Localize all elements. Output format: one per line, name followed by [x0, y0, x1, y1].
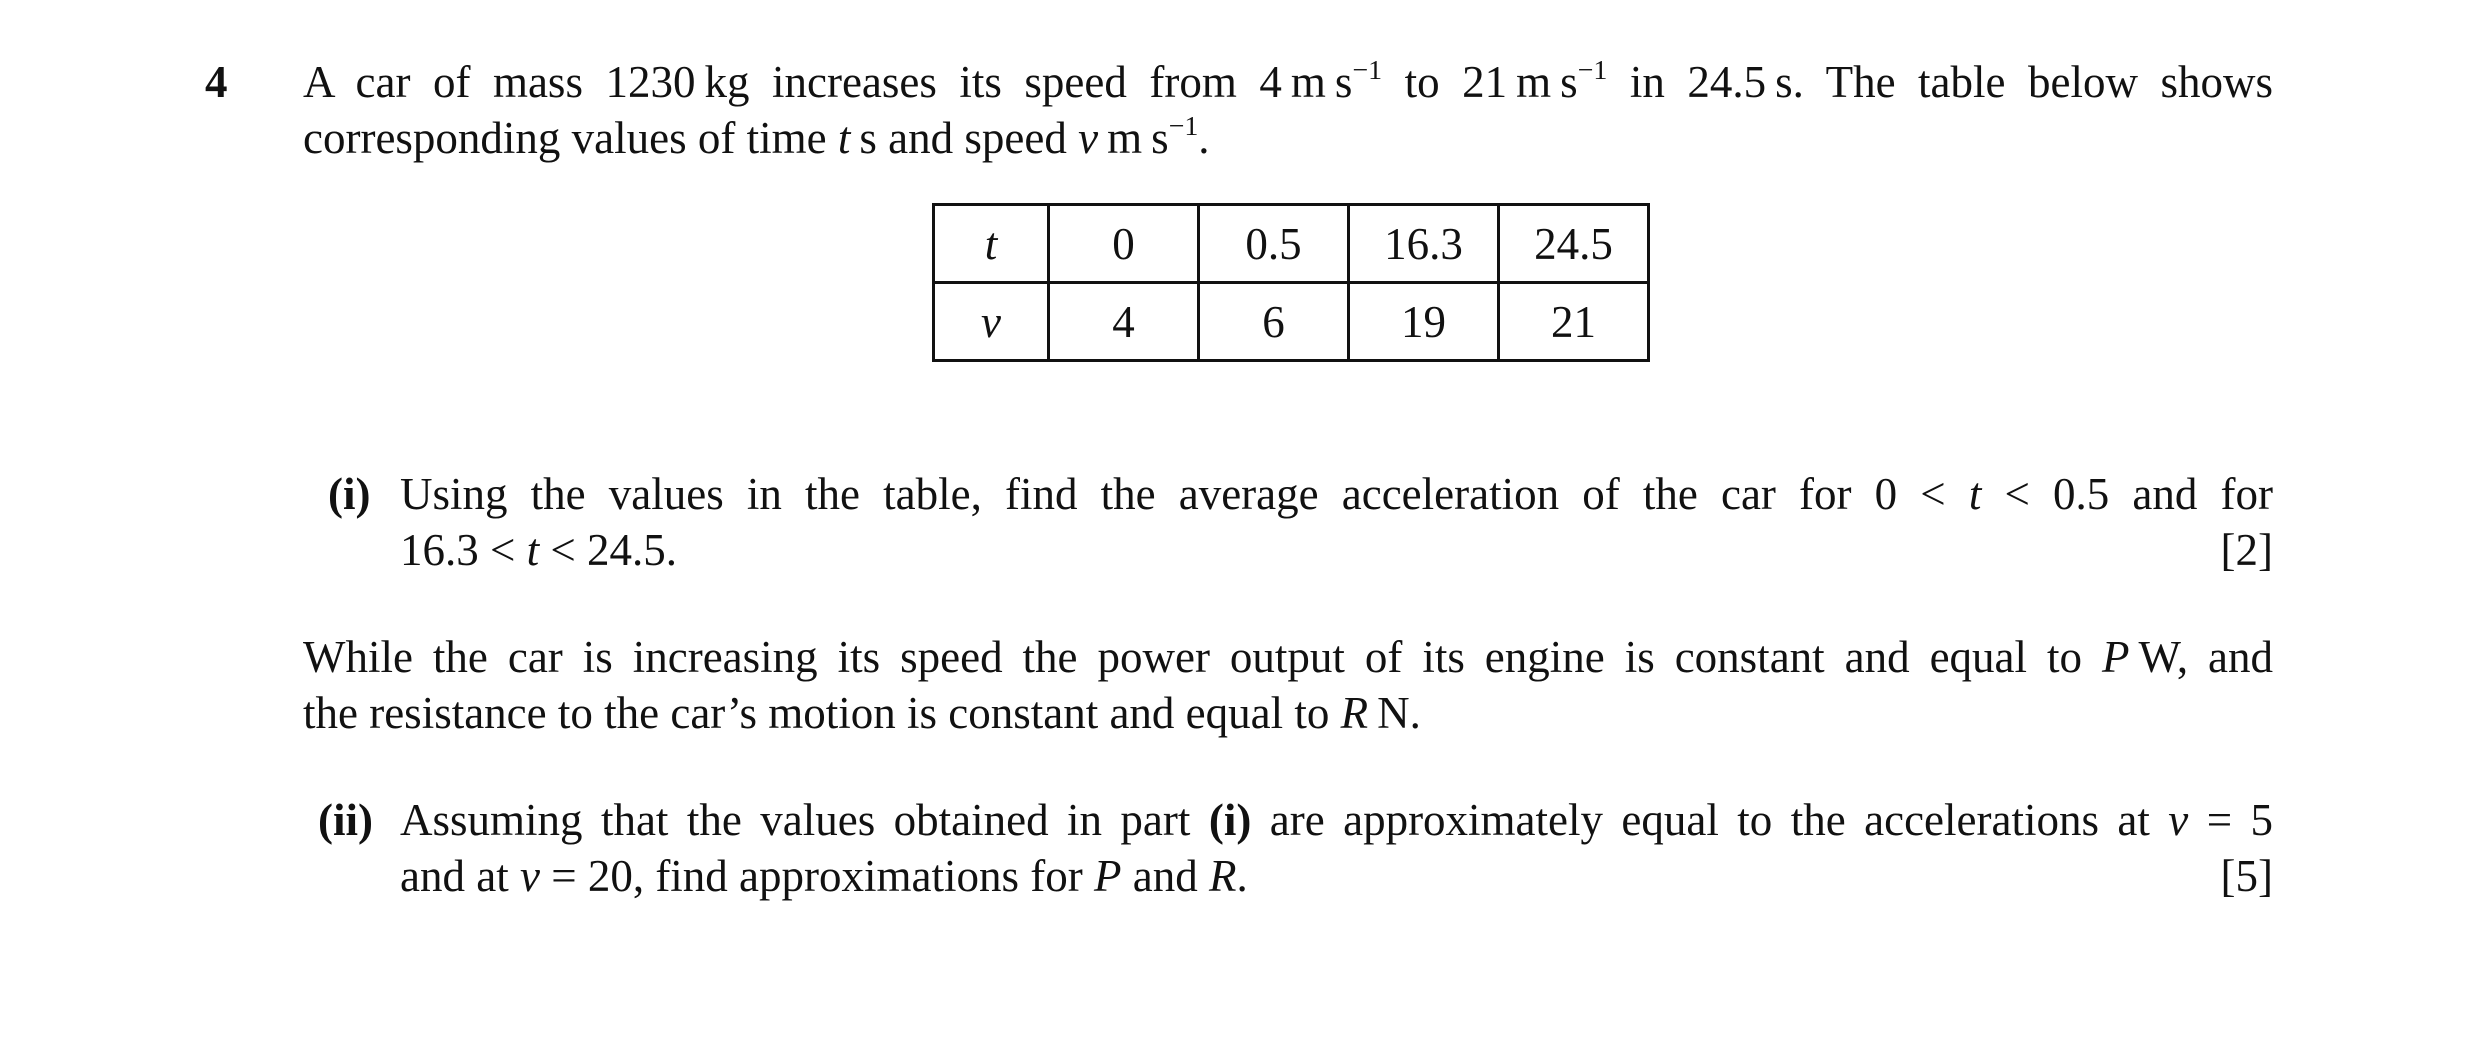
part-ii-label: (ii) — [318, 795, 373, 845]
middle-line-2: the resistance to the car’s motion is constant and equal to R N. — [303, 688, 1421, 738]
intro-line-2: corresponding values of time t s and speed v m $s^{-1}$. — [303, 110, 1210, 163]
part-i-label: (i) — [328, 469, 371, 519]
time-speed-table — [932, 203, 1650, 362]
table-cell: 6 — [1199, 283, 1349, 361]
part-ii-marks: [5] — [2220, 851, 2273, 901]
part-i-line-1: Using the values in the table, find the average acceleration of the car for 0 < t < 0.5 and for — [400, 469, 2274, 519]
part-i-line-2: 16.3 < t < 24.5. — [400, 525, 678, 575]
table-cell: 0.5 — [1199, 205, 1349, 283]
table-cell: 16.3 — [1349, 205, 1499, 283]
intro-line-1: A car of mass 1230 kg increases its speed from 4 m $s^{-1}$ to 21 m $s^{-1}$ in 24.5 s. The table below shows — [303, 54, 2274, 107]
question-number: 4 — [205, 57, 228, 107]
table-cell: 19 — [1349, 283, 1499, 361]
part-ii-line-1: Assuming that the values obtained in part (i) are approximately equal to the accelerations at v = 5 — [400, 795, 2274, 845]
table-cell: 21 — [1499, 283, 1649, 361]
table-row-time — [934, 205, 1649, 283]
table-row-speed — [934, 283, 1649, 361]
table-cell: 0 — [1049, 205, 1199, 283]
table-cell: v — [934, 283, 1049, 361]
part-i-marks: [2] — [2220, 525, 2273, 575]
table-cell: 4 — [1049, 283, 1199, 361]
middle-line-1: While the car is increasing its speed the power output of its engine is constant and equal to P W, and — [303, 632, 2274, 682]
table-cell: 24.5 — [1499, 205, 1649, 283]
part-ii-line-2: and at v = 20, find approximations for P and R. — [400, 851, 1248, 901]
table-cell: t — [934, 205, 1049, 283]
